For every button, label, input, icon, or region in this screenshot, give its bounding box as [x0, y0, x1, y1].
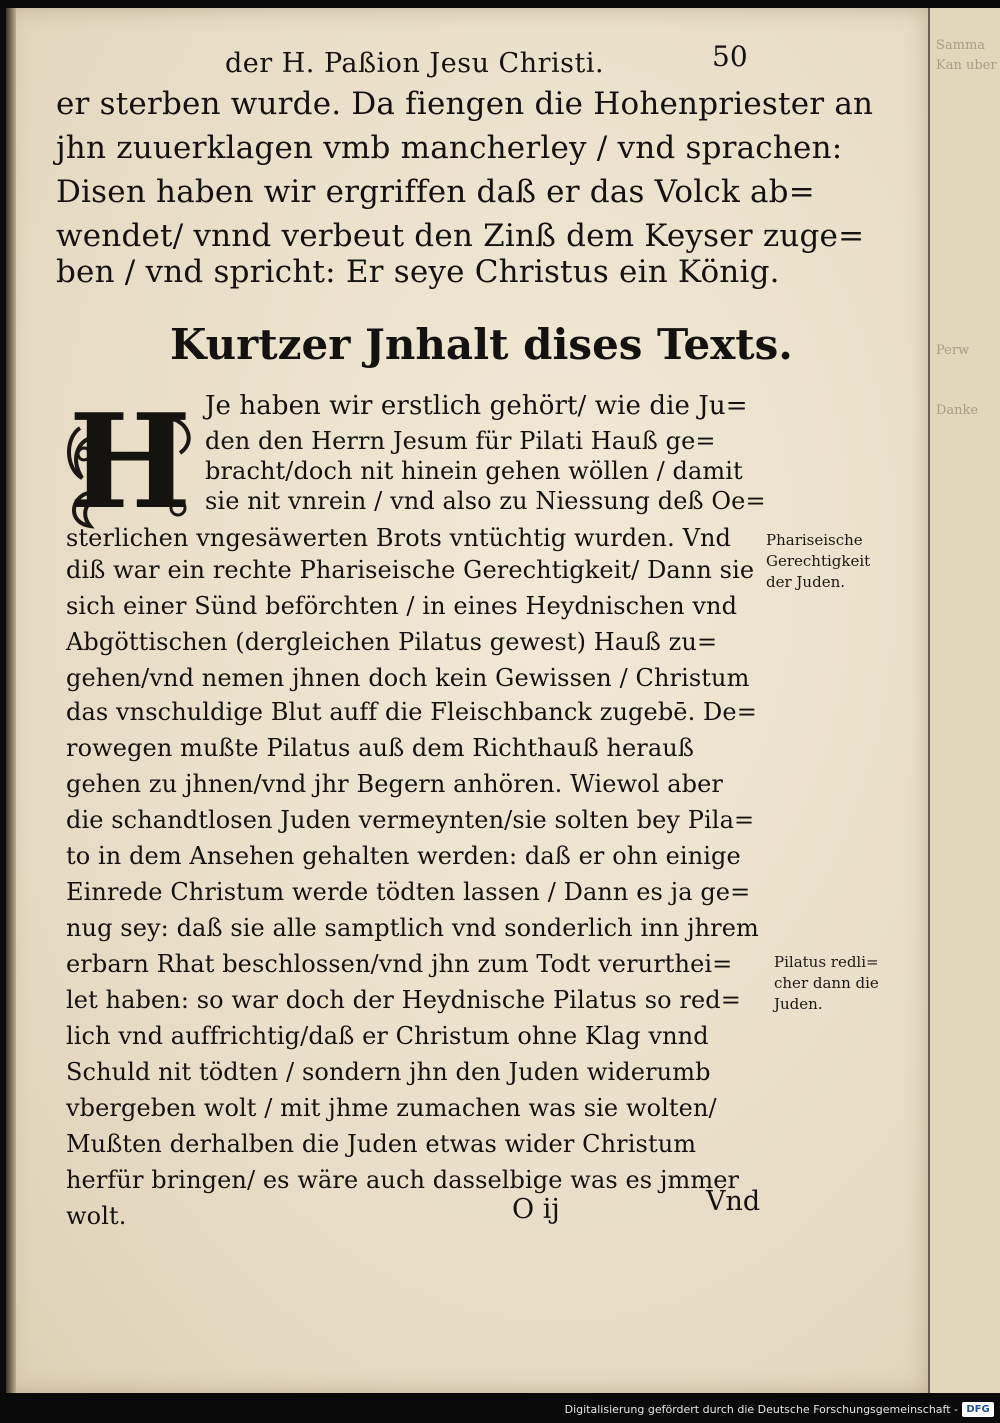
text-line: Je haben wir erstlich gehört/ wie die Ju=	[205, 391, 748, 421]
signature-mark: O ij	[512, 1194, 560, 1225]
binding-edge	[6, 8, 16, 1393]
margin-note-pharisees	[766, 530, 870, 593]
text-line: let haben: so war doch der Heydnische Pilatus so red=	[66, 986, 741, 1014]
text-line: ben / vnd spricht: Er seye Christus ein König.	[56, 254, 780, 290]
text-line: Disen haben wir ergriffen daß er das Volck ab=	[56, 174, 815, 210]
facing-page-fragment: Samma	[936, 38, 986, 53]
text-line: Einrede Christum werde tödten lassen / Dann es ja ge=	[66, 878, 751, 906]
facing-page-fragment: Danke	[936, 403, 979, 418]
text-line: nug sey: daß sie alle samptlich vnd sonderlich inn jhrem	[66, 914, 759, 942]
margin-note-line: Juden.	[774, 995, 823, 1013]
text-line: sich einer Sünd beförchten / in eines Heydnischen vnd	[66, 592, 738, 620]
dfg-logo: DFG	[962, 1402, 994, 1417]
text-line: Abgöttischen (dergleichen Pilatus gewest) Hauß zu=	[66, 628, 718, 656]
text-line: Mußten derhalben die Juden etwas wider Christum	[66, 1130, 697, 1158]
text-line: das vnschuldige Blut auff die Fleischbanck zugebē. De=	[66, 698, 757, 726]
text-line: rowegen mußte Pilatus auß dem Richthauß herauß	[66, 734, 694, 762]
text-line: lich vnd auffrichtig/daß er Christum ohne Klag vnnd	[66, 1022, 709, 1050]
page-number: 50	[712, 40, 748, 73]
drop-cap-initial	[60, 385, 200, 538]
text-line: Schuld nit tödten / sondern jhn den Juden widerumb	[66, 1058, 711, 1086]
margin-note-line: Phariseische	[766, 531, 863, 549]
funding-credit: Digitalisierung gefördert durch die Deutsche Forschungsgemeinschaft -	[564, 1403, 958, 1416]
text-line: wolt.	[66, 1202, 127, 1230]
margin-note-line: der Juden.	[766, 573, 845, 591]
text-line: to in dem Ansehen gehalten werden: daß er ohn einige	[66, 842, 741, 870]
text-line: gehen zu jhnen/vnd jhr Begern anhören. Wiewol aber	[66, 770, 723, 798]
margin-note-line: Pilatus redli=	[774, 953, 879, 971]
text-line: die schandtlosen Juden vermeynten/sie solten bey Pila=	[66, 806, 755, 834]
section-heading: Kurtzer Jnhalt dises Texts.	[170, 320, 793, 369]
text-line: vbergeben wolt / mit jhme zumachen was sie wolten/	[66, 1094, 717, 1122]
text-line: bracht/doch nit hinein gehen wöllen / damit	[205, 457, 743, 485]
running-head: der H. Paßion Jesu Christi.	[225, 48, 605, 79]
text-line: er sterben wurde. Da fiengen die Hohenpriester an	[56, 86, 874, 122]
text-line: wendet/ vnnd verbeut den Zinß dem Keyser zuge=	[56, 218, 865, 254]
facing-page-fragment: Kan uber	[936, 58, 997, 73]
catchword: Vnd	[706, 1186, 761, 1217]
text-line: den den Herrn Jesum für Pilati Hauß ge=	[205, 427, 716, 455]
text-line: sterlichen vngesäwerten Brots vntüchtig wurden. Vnd	[66, 524, 732, 552]
text-line: erbarn Rhat beschlossen/vnd jhn zum Todt verurthei=	[66, 950, 733, 978]
text-line: herfür bringen/ es wäre auch dasselbige was es jmmer	[66, 1166, 740, 1194]
text-line: diß war ein rechte Phariseische Gerechtigkeit/ Dann sie	[66, 556, 755, 584]
text-line: sie nit vnrein / vnd also zu Niessung deß Oe=	[205, 487, 766, 515]
facing-page-fragment: Perw	[936, 343, 970, 358]
margin-note-pilate	[774, 952, 879, 1015]
drop-cap-letter: H	[68, 385, 192, 538]
text-line: jhn zuuerklagen vmb mancherley / vnd sprachen:	[56, 130, 843, 166]
margin-note-line: cher dann die	[774, 974, 879, 992]
text-line: gehen/vnd nemen jhnen doch kein Gewissen / Christum	[66, 664, 750, 692]
facing-page-edge	[930, 8, 1000, 1393]
margin-note-line: Gerechtigkeit	[766, 552, 871, 570]
